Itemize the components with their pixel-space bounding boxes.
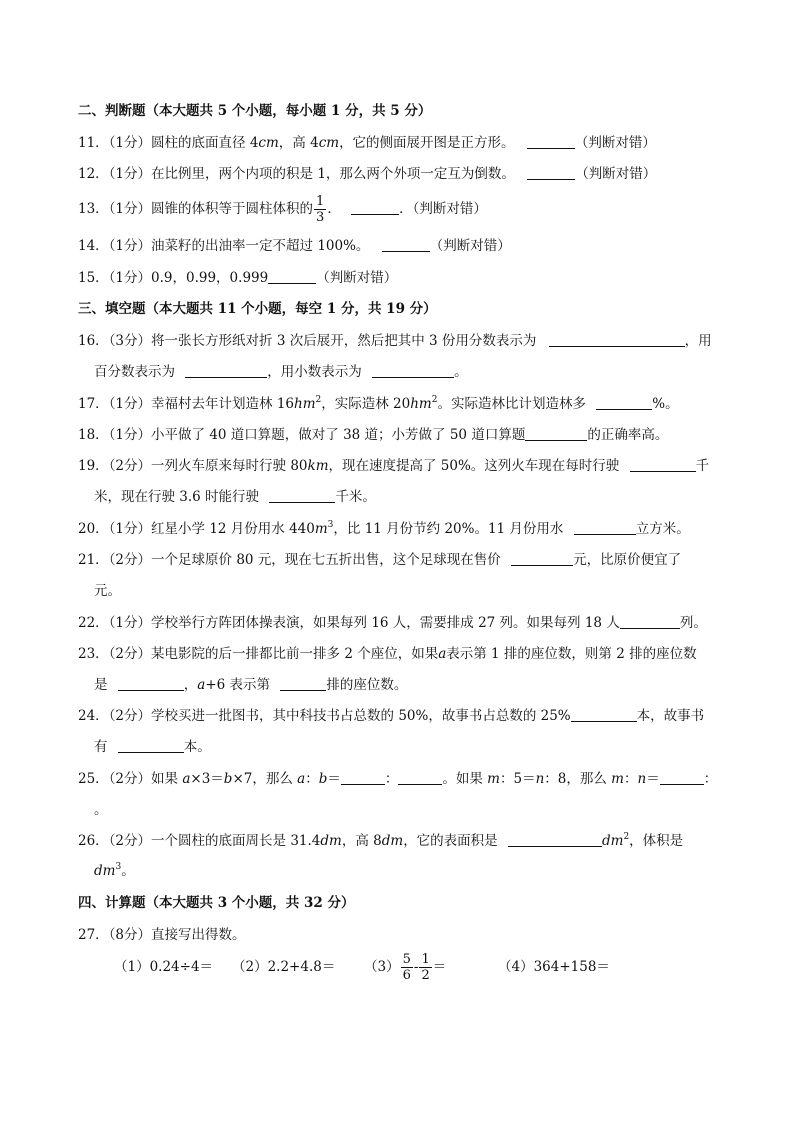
question-text: 直接写出得数。 [151, 927, 246, 943]
calc-item-3 [364, 952, 446, 983]
score-mark: （1分） [108, 615, 152, 631]
question-text: 元。 [94, 583, 121, 599]
question-number: 16． [78, 333, 109, 349]
superscript: 2 [315, 395, 322, 405]
question-number: 21． [78, 552, 109, 568]
question-text: ： [305, 771, 319, 787]
question-text: 本。 [183, 739, 211, 755]
answer-blank[interactable] [372, 363, 454, 378]
question-text: 0.9，0.99，0.999 [151, 270, 269, 286]
answer-blank[interactable] [571, 707, 637, 722]
unit: dm [381, 833, 404, 849]
question-text: 立方米。 [635, 521, 690, 537]
score-mark: （1分） [108, 238, 152, 254]
question-tail: ．（判断对错） [399, 201, 487, 217]
score-mark: （8分） [108, 927, 152, 943]
question-text: %。 [652, 396, 679, 412]
question-text: 在比例里，两个内项的积是 1，那么两个外项一定互为倒数。 [151, 166, 515, 182]
question-number: 12． [78, 166, 109, 182]
score-mark: （2分） [108, 708, 152, 724]
score-mark: （1分） [108, 201, 152, 217]
question-text: 本，故事书 [636, 708, 705, 724]
question-number: 13． [78, 201, 109, 217]
score-mark: （2分） [108, 458, 152, 474]
punctuation: ． [327, 201, 341, 217]
question-text: 。实际造林比计划造林多 [437, 396, 586, 412]
question-text: 千 [695, 458, 710, 474]
question-22 [78, 614, 707, 632]
question-text: 千米。 [335, 489, 376, 505]
variable: a [297, 771, 306, 787]
variable: a [197, 677, 206, 693]
question-text: ，高 8 [341, 833, 382, 849]
section-heading-fill-blank: 三、填空题（本大题共 11 个小题，每空 1 分，共 19 分） [78, 301, 437, 317]
question-tail: （判断对错） [575, 166, 657, 182]
question-text: ×3＝ [190, 771, 224, 787]
question-text: 一列火车原来每时行驶 80 [151, 458, 308, 474]
answer-blank[interactable] [268, 269, 316, 284]
superscript: 3 [327, 520, 334, 530]
question-text: 。 [94, 802, 108, 818]
denominator: 6 [402, 968, 411, 983]
answer-blank[interactable] [630, 457, 696, 472]
superscript: 2 [431, 395, 438, 405]
question-19 [78, 457, 709, 475]
question-text: ＝ [646, 771, 660, 787]
question-number: 14． [78, 238, 109, 254]
question-13 [78, 194, 487, 225]
variable: n [637, 771, 647, 787]
unit: dm [320, 833, 342, 849]
answer-blank[interactable] [185, 363, 267, 378]
variable: a [438, 646, 447, 662]
answer-blank[interactable] [525, 426, 587, 441]
question-text: ： [623, 771, 638, 787]
question-text: 的正确率高。 [587, 427, 669, 443]
question-text: 幸福村去年计划造林 16 [151, 396, 295, 412]
score-mark: （1分） [108, 166, 152, 182]
score-mark: （2分） [108, 552, 152, 568]
question-text: 元，比原价便宜了 [573, 552, 682, 568]
answer-blank[interactable] [527, 165, 575, 180]
question-text: 某电影院的后一排都比前一排多 2 个座位，如果 [151, 646, 439, 662]
question-text: ： [703, 771, 718, 787]
answer-blank[interactable] [382, 237, 430, 252]
question-tail: （判断对错） [429, 238, 511, 254]
question-text: 红星小学 12 月份用水 440 [151, 521, 315, 537]
numerator: 1 [316, 194, 325, 209]
answer-blank[interactable] [280, 676, 326, 691]
question-text: 。如果 [442, 771, 483, 787]
question-14 [78, 237, 511, 255]
unit: hm [410, 396, 432, 412]
question-24 [78, 707, 704, 725]
question-text: 排的座位数。 [326, 677, 408, 693]
question-text: 圆锥的体积等于圆柱体积的 [151, 201, 314, 217]
question-text: +6 表示第 [205, 677, 271, 693]
equals-sign: ＝ [432, 959, 447, 975]
question-text: ，体积是 [629, 833, 684, 849]
answer-blank[interactable] [620, 614, 680, 629]
question-number: 18． [78, 427, 109, 443]
answer-blank[interactable] [508, 832, 602, 847]
question-text: ：5＝ [499, 771, 536, 787]
question-tail: （判断对错） [574, 135, 656, 151]
question-text: ，它的侧面展开图是正方形。 [339, 135, 515, 151]
denominator: 2 [421, 968, 430, 983]
question-text: ，用小数表示为 [267, 364, 362, 380]
question-number: 15． [78, 270, 109, 286]
question-number: 25． [78, 771, 109, 787]
fraction [401, 952, 413, 983]
unit: hm [294, 396, 316, 412]
question-text: 是 [94, 677, 108, 693]
answer-blank[interactable] [660, 770, 704, 785]
question-19-cont [94, 488, 376, 506]
question-text: ＝ [327, 771, 341, 787]
unit: dm [94, 863, 116, 879]
question-text: ，实际造林 20 [321, 396, 411, 412]
score-mark: （3分） [108, 333, 152, 349]
question-text: ，高 4 [278, 135, 319, 151]
superscript: 2 [623, 832, 630, 842]
answer-blank[interactable] [549, 332, 685, 347]
item-label: （3） [364, 959, 400, 975]
score-mark: （2分） [108, 833, 152, 849]
fraction [419, 952, 431, 983]
answer-blank[interactable] [341, 770, 385, 785]
variable: a [182, 771, 191, 787]
section-heading-judgement: 二、判断题（本大题共 5 个小题，每小题 1 分，共 5 分） [78, 103, 432, 119]
question-12 [78, 165, 656, 183]
question-text: 小平做了 40 道口算题，做对了 38 道；小芳做了 50 道口算题 [151, 427, 526, 443]
question-text: 将一张长方形纸对折 3 次后展开，然后把其中 3 份用分数表示为 [151, 333, 537, 349]
question-text: 学校举行方阵团体操表演，如果每列 16 人，需要排成 27 列。如果每列 18 人 [151, 615, 620, 631]
question-text: 如果 [151, 771, 179, 787]
question-17 [78, 395, 679, 413]
numerator: 5 [402, 952, 411, 967]
answer-blank[interactable] [398, 770, 442, 785]
score-mark: （1分） [108, 521, 152, 537]
question-25 [78, 770, 717, 788]
score-mark: （2分） [108, 646, 152, 662]
question-25-cont [94, 801, 108, 819]
section-heading-calculation: 四、计算题（本大题共 3 个小题，共 32 分） [78, 895, 355, 911]
numerator: 1 [421, 952, 430, 967]
answer-blank[interactable] [118, 738, 184, 753]
question-text: 表示第 1 排的座位数，则第 2 排的座位数 [446, 646, 697, 662]
fraction [314, 194, 326, 225]
denominator: 3 [316, 210, 325, 225]
answer-blank[interactable] [574, 520, 636, 535]
question-26 [78, 832, 683, 850]
question-number: 26． [78, 833, 109, 849]
question-23-cont [94, 676, 407, 694]
question-text: 有 [94, 739, 108, 755]
question-text: 学校买进一批图书，其中科技书占总数的 50%，故事书占总数的 25% [151, 708, 571, 724]
question-21-cont [94, 582, 121, 600]
question-number: 22． [78, 615, 109, 631]
answer-blank[interactable] [596, 395, 652, 410]
variable: m [611, 771, 624, 787]
answer-blank[interactable] [269, 488, 335, 503]
question-text: ，它的表面积是 [403, 833, 498, 849]
calc-item-1: （1）0.24÷4＝ [114, 959, 214, 975]
calc-item-4: （4）364+158＝ [498, 959, 610, 975]
question-15 [78, 269, 397, 287]
unit: m [314, 521, 328, 537]
question-20 [78, 520, 690, 538]
question-text: ：8，那么 [544, 771, 607, 787]
question-number: 24． [78, 708, 109, 724]
answer-blank[interactable] [527, 134, 575, 149]
question-16 [78, 332, 712, 350]
operator: - [413, 959, 419, 975]
unit: dm [601, 833, 624, 849]
question-text: ， [183, 677, 198, 693]
question-text: ，用 [684, 333, 712, 349]
question-number: 23． [78, 646, 109, 662]
question-23 [78, 645, 697, 663]
answer-blank[interactable] [511, 551, 573, 566]
variable: n [535, 771, 545, 787]
question-text: 列。 [679, 615, 707, 631]
question-text: 一个圆柱的底面周长是 31.4 [151, 833, 321, 849]
question-text: 米，现在行驶 3.6 时能行驶 [94, 489, 260, 505]
question-number: 17． [78, 396, 109, 412]
question-text: ，现在速度提高了 50%。这列火车现在每时行驶 [328, 458, 620, 474]
question-number: 11． [78, 135, 109, 151]
question-number: 20． [78, 521, 109, 537]
calc-item-2: （2）2.2+4.8＝ [232, 959, 336, 975]
question-text: ×7，那么 [232, 771, 293, 787]
variable: b [223, 771, 233, 787]
question-text: ： [384, 771, 399, 787]
question-21 [78, 551, 681, 569]
question-number: 19． [78, 458, 109, 474]
question-text: ，比 11 月份节约 20%。11 月份用水 [333, 521, 564, 537]
question-16-cont [94, 363, 468, 381]
answer-blank[interactable] [351, 200, 399, 215]
question-text: 油菜籽的出油率一定不超过 100%。 [151, 238, 370, 254]
question-text: 。 [454, 364, 468, 380]
question-26-cont [94, 862, 135, 880]
question-11 [78, 134, 656, 152]
variable: m [487, 771, 500, 787]
question-27 [78, 926, 246, 944]
question-text: 一个足球原价 80 元，现在七五折出售，这个足球现在售价 [151, 552, 501, 568]
unit: km [307, 458, 329, 474]
question-text: 圆柱的底面直径 4 [151, 135, 259, 151]
question-tail: （判断对错） [316, 270, 398, 286]
unit: cm [258, 135, 279, 151]
question-24-cont [94, 738, 211, 756]
unit: cm [318, 135, 340, 151]
superscript: 3 [115, 862, 122, 872]
score-mark: （1分） [108, 396, 152, 412]
score-mark: （1分） [108, 427, 152, 443]
question-text: 百分数表示为 [94, 364, 175, 380]
score-mark: （1分） [108, 135, 152, 151]
score-mark: （2分） [108, 771, 152, 787]
score-mark: （1分） [108, 270, 152, 286]
variable: b [318, 771, 328, 787]
answer-blank[interactable] [118, 676, 184, 691]
question-text: 。 [121, 863, 135, 879]
question-18 [78, 426, 668, 444]
question-number: 27． [78, 927, 109, 943]
